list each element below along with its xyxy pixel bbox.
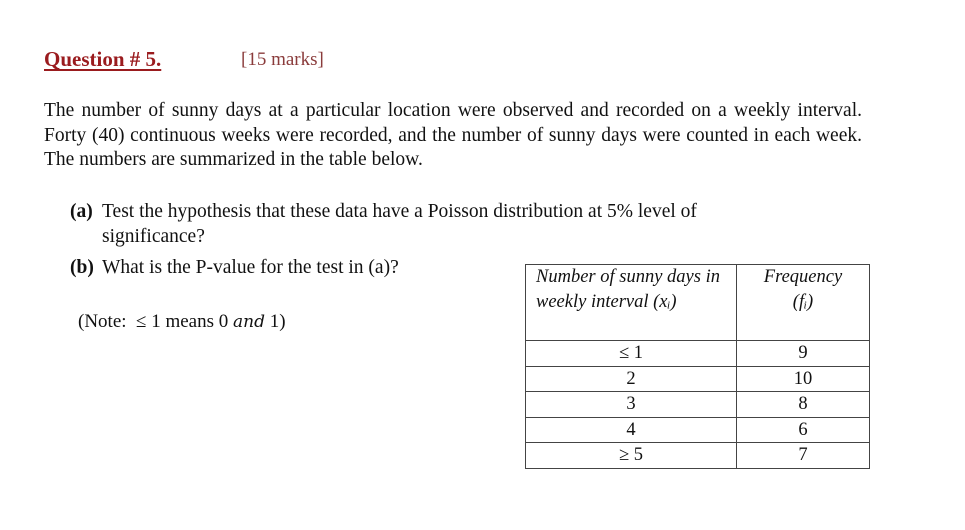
cell-x: 2 — [526, 366, 737, 392]
question-marks: [15 marks] — [241, 49, 324, 70]
cell-f: 6 — [737, 417, 870, 443]
frequency-table — [525, 264, 870, 469]
table-row — [526, 392, 870, 418]
table-header-row — [526, 265, 870, 341]
table-row — [526, 366, 870, 392]
part-b-text: What is the P-value for the test in (a)? — [102, 257, 399, 278]
cell-x: ≥ 5 — [526, 443, 737, 469]
note-italic: and — [233, 312, 265, 332]
part-a — [70, 199, 790, 249]
table-row — [526, 417, 870, 443]
note — [78, 311, 286, 333]
header-sunny-days: Number of sunny days in weekly interval (xᵢ) — [526, 265, 737, 341]
note-suffix: 1) — [264, 311, 286, 332]
question-title: Question # 5. — [44, 47, 162, 71]
cell-f: 7 — [737, 443, 870, 469]
note-prefix: (Note: ≤ 1 means 0 — [78, 311, 234, 332]
cell-x: ≤ 1 — [526, 341, 737, 367]
header-frequency — [737, 265, 870, 341]
cell-f: 8 — [737, 392, 870, 418]
cell-f: 10 — [737, 366, 870, 392]
table-row — [526, 443, 870, 469]
part-b-label: (b) — [70, 257, 94, 278]
header-frequency-text: Frequency (fᵢ) — [763, 267, 843, 312]
part-a-label: (a) — [70, 201, 93, 222]
part-a-text: Test the hypothesis that these data have a Poisson distribution at 5% level of significance? — [102, 201, 697, 247]
cell-f: 9 — [737, 341, 870, 367]
table-row — [526, 341, 870, 367]
cell-x: 3 — [526, 392, 737, 418]
cell-x: 4 — [526, 417, 737, 443]
question-paragraph: The number of sunny days at a particular location were observed and recorded on a weekly interval. Forty (40) continuous weeks were recorded, and the number of sunny days were counted in each week. The numbers are summarized in the table below. — [44, 100, 862, 171]
